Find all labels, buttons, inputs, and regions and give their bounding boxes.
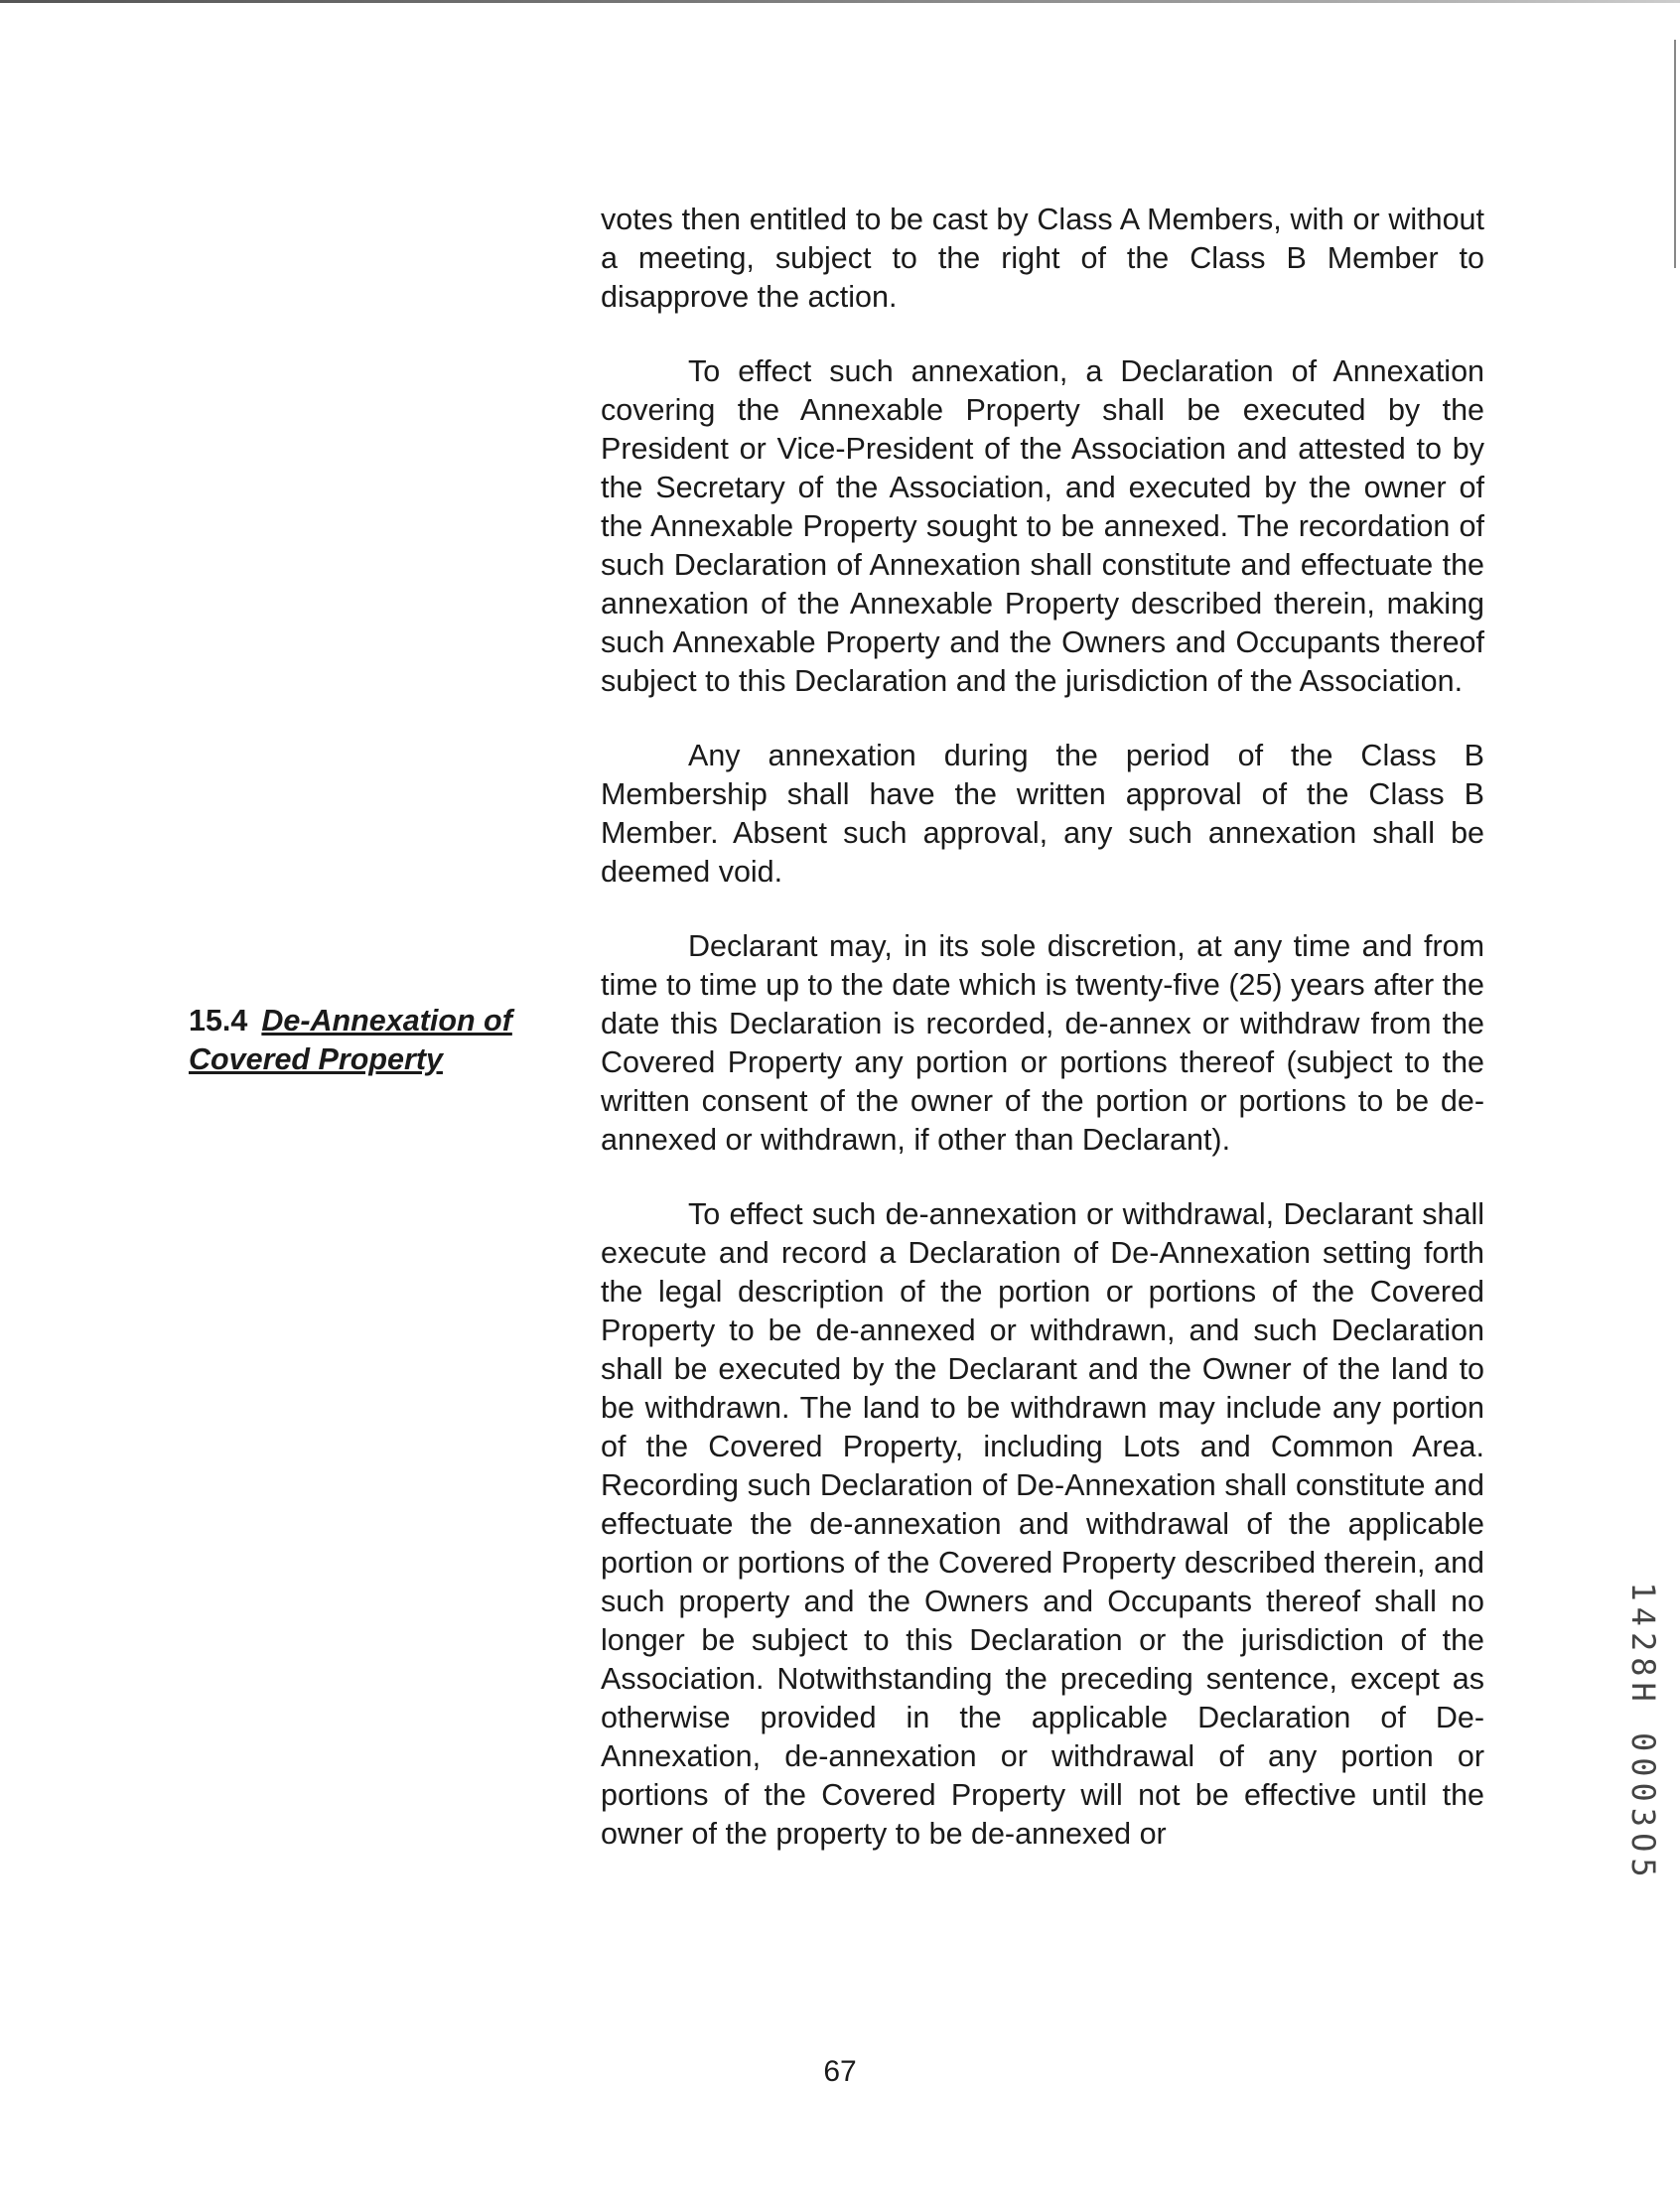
page-number: 67 bbox=[823, 2055, 857, 2088]
section-heading bbox=[189, 1002, 586, 1079]
scan-edge-top bbox=[0, 0, 1680, 3]
section-number: 15.4 bbox=[189, 1004, 248, 1037]
document-control-stamp bbox=[1613, 1582, 1673, 1883]
body-text-column bbox=[601, 201, 1484, 1889]
paragraph-class-b-approval: Any annexation during the period of the Class B Membership shall have the written approval of the Class B Member. Absent such approval, any such annexation shall be deemed void. bbox=[601, 739, 1484, 889]
paragraph-de-annexation-right: Declarant may, in its sole discretion, at any time and from time to time up to the date which is twenty-five (25) years after the date this Declaration is recorded, de-annex or withdraw from the Covered Property any portion or portions thereof (subject to the written consent of the owner of the portion or portions to be de-annexed or withdrawn, if other than Declarant). bbox=[601, 929, 1484, 1157]
paragraph-de-annexation-procedure: To effect such de-annexation or withdrawal, Declarant shall execute and record a Declaration of De-Annexation setting forth the legal description of the portion or portions of the Covered Property to be de-annexed or withdrawn, and such Declaration shall be executed by the Declarant and the Owner of the land to be withdrawn. The land to be withdrawn may include any portion of the Covered Property, including Lots and Common Area. Recording such Declaration of De-Annexation shall constitute and effectuate the de-annexation and withdrawal of the applicable portion or portions of the Covered Property described therein, and such property and the Owners and Occupants thereof shall no longer be subject to this Declaration or the jurisdiction of the Association. Notwithstanding the preceding sentence, except as otherwise provided in the applicable Declaration of De-Annexation, de-annexation or withdrawal of any portion or portions of the Covered Property will not be effective until the owner of the property to be de-annexed or bbox=[601, 1197, 1484, 1851]
paragraph-annexation-procedure: To effect such annexation, a Declaration of Annexation covering the Annexable Property shall be executed by the President or Vice-President of the Association and attested to by the Secretary of the Association, and executed by the owner of the Annexable Property sought to be annexed. The recordation of such Declaration of Annexation shall constitute and effectuate the annexation of the Annexable Property described therein, making such Annexable Property and the Owners and Occupants thereof subject to this Declaration and the jurisdiction of the Association. bbox=[601, 354, 1484, 698]
stamp-text: 1428H 0003O5 bbox=[1624, 1582, 1662, 1883]
section-title: De-Annexation of Covered Property bbox=[189, 1004, 512, 1076]
paragraph-class-a-votes: votes then entitled to be cast by Class A Members, with or without a meeting, subject to the right of the Class B Member to disapprove the action. bbox=[601, 203, 1484, 314]
scan-edge-right bbox=[1674, 40, 1676, 268]
